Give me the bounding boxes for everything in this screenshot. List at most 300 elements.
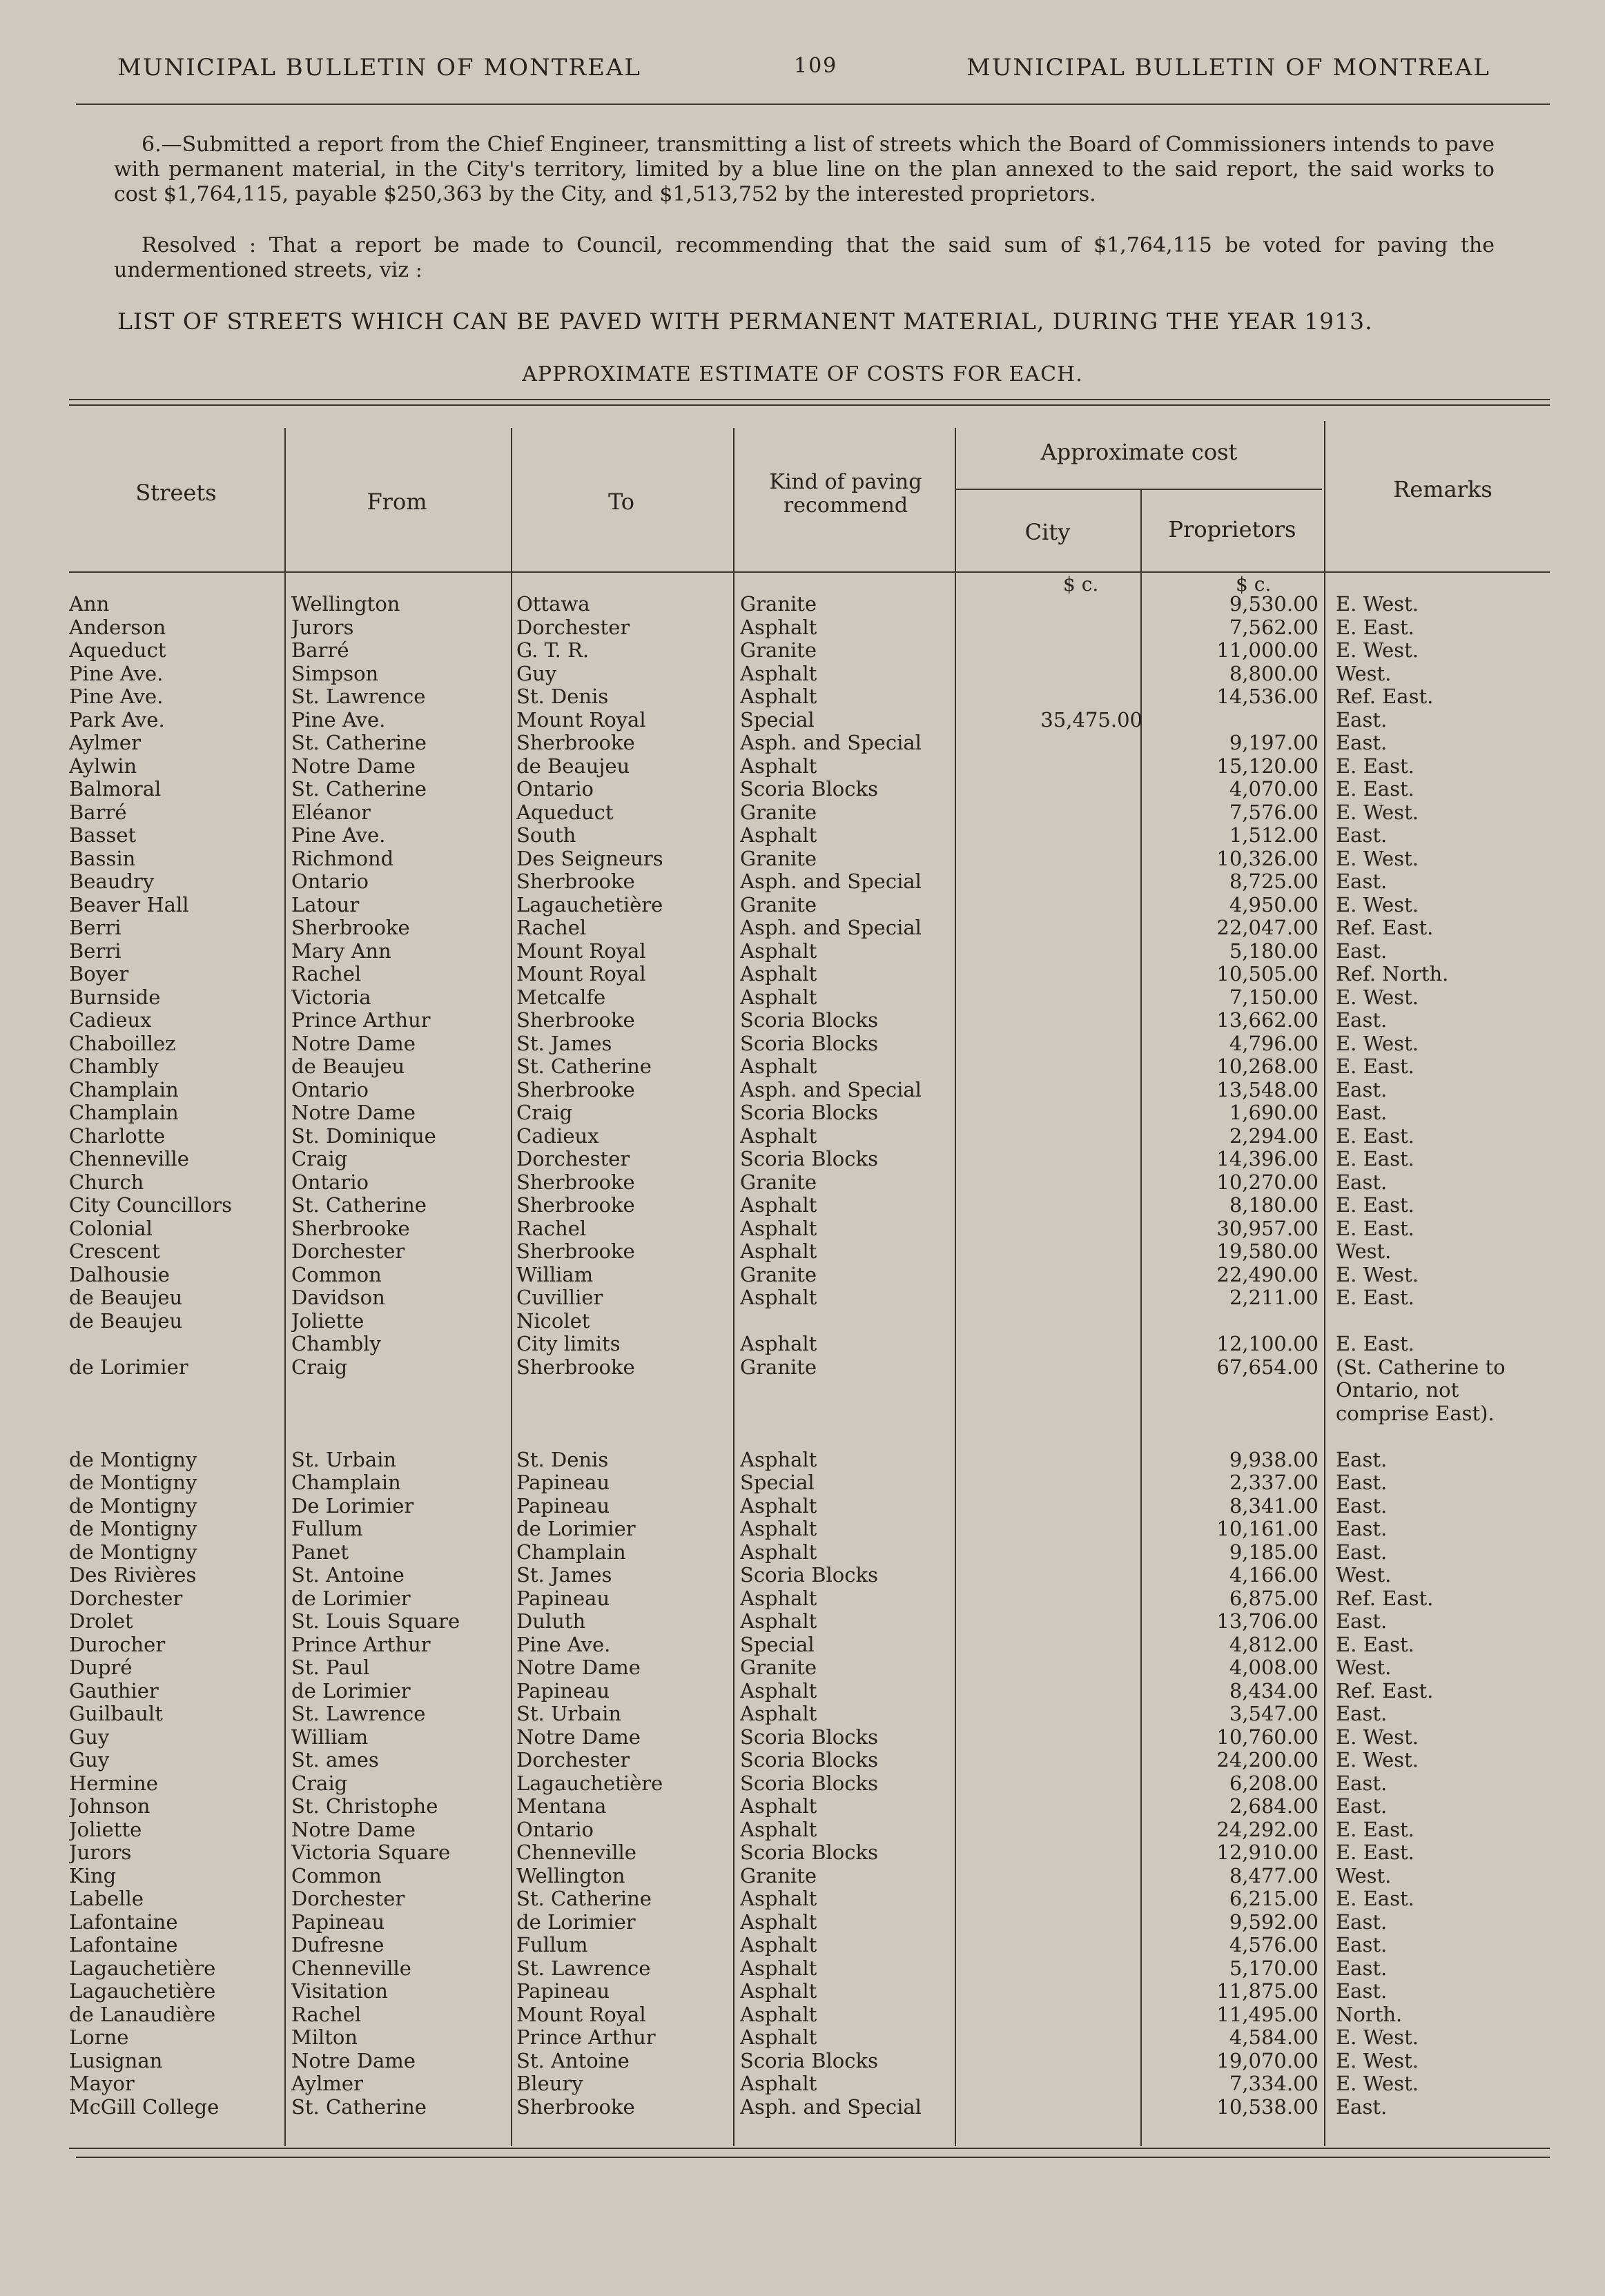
paving-kind-cell: Special xyxy=(740,1632,815,1656)
remarks-cell: East. xyxy=(1336,1517,1388,1540)
from-cell: de Lorimier xyxy=(291,1586,411,1610)
remarks-cell: E. East. xyxy=(1336,1147,1414,1170)
table-row xyxy=(0,1263,1605,1286)
proprietors-cost-cell: 10,760.00 xyxy=(1216,1725,1319,1749)
from-cell: de Beaujeu xyxy=(291,1054,405,1078)
to-cell: St. Antoine xyxy=(516,2048,630,2072)
to-cell: Duluth xyxy=(516,1609,586,1633)
table-row xyxy=(0,1378,1605,1402)
proprietors-cost-cell: 67,654.00 xyxy=(1216,1355,1319,1379)
street-cell: de Montigny xyxy=(69,1447,197,1471)
proprietors-cost-cell: 9,938.00 xyxy=(1229,1447,1319,1471)
table-top-rule xyxy=(69,399,1550,400)
street-cell: Pine Ave. xyxy=(69,685,164,708)
proprietors-cost-cell: 10,161.00 xyxy=(1216,1517,1319,1540)
table-header-bottom-rule xyxy=(69,571,1550,573)
to-cell: Sherbrooke xyxy=(516,1008,635,1032)
street-cell: Guilbault xyxy=(69,1702,163,1725)
to-cell: St. Denis xyxy=(516,1447,609,1471)
proprietors-cost-cell: 7,334.00 xyxy=(1229,2072,1319,2095)
from-cell: Eléanor xyxy=(291,800,371,824)
table-row xyxy=(0,1332,1605,1355)
from-cell: St. Dominique xyxy=(291,1124,436,1148)
from-cell: Fullum xyxy=(291,1517,363,1540)
paving-kind-cell: Scoria Blocks xyxy=(740,1563,878,1587)
from-cell: Pine Ave. xyxy=(291,707,386,732)
table-row xyxy=(0,777,1605,801)
from-cell: Craig xyxy=(291,1147,348,1170)
remarks-cell: E. West. xyxy=(1336,985,1419,1009)
paving-kind-cell: Asphalt xyxy=(740,1540,817,1564)
paving-kind-cell: Asphalt xyxy=(740,1956,817,1980)
street-cell: Cadieux xyxy=(69,1008,152,1032)
paving-kind-cell: Granite xyxy=(740,1355,817,1379)
table-row xyxy=(0,2049,1605,2072)
to-cell: South xyxy=(516,823,576,847)
to-cell: Dorchester xyxy=(516,615,630,639)
proprietors-cost-cell: 11,875.00 xyxy=(1216,1979,1319,2003)
table-top-rule-double xyxy=(69,404,1550,406)
remarks-cell: Ontario, not xyxy=(1336,1378,1459,1402)
proprietors-cost-cell: 10,326.00 xyxy=(1216,846,1319,870)
remarks-cell: East. xyxy=(1336,731,1388,754)
to-cell: Des Seigneurs xyxy=(516,846,663,870)
to-cell: Ottawa xyxy=(516,592,590,616)
remarks-cell: E. West. xyxy=(1336,592,1419,616)
proprietors-cost-cell: 8,434.00 xyxy=(1229,1678,1319,1703)
street-cell: Pine Ave. xyxy=(69,661,164,685)
paving-kind-cell: Asphalt xyxy=(740,1910,817,1934)
street-cell: Park Ave. xyxy=(69,707,165,732)
remarks-cell: E. West. xyxy=(1336,1748,1419,1772)
remarks-cell: West. xyxy=(1336,1863,1392,1887)
paving-kind-cell: Asphalt xyxy=(740,754,817,778)
proprietors-cost-cell: 24,292.00 xyxy=(1216,1817,1319,1841)
table-row xyxy=(0,1702,1605,1725)
table-row xyxy=(0,1032,1605,1055)
proprietors-cost-cell: 30,957.00 xyxy=(1216,1216,1319,1240)
proprietors-cost-cell: 19,070.00 xyxy=(1216,2048,1319,2072)
to-cell: William xyxy=(516,1262,594,1286)
proprietors-cost-cell: 4,166.00 xyxy=(1229,1563,1319,1587)
table-row xyxy=(0,1979,1605,2003)
street-cell: Des Rivières xyxy=(69,1563,197,1587)
street-cell: Colonial xyxy=(69,1216,153,1240)
to-cell: Papineau xyxy=(516,1471,610,1494)
from-cell: Ontario xyxy=(291,1077,369,1101)
from-cell: Simpson xyxy=(291,661,379,685)
paving-kind-cell: Asphalt xyxy=(740,1054,817,1078)
table-row xyxy=(0,1448,1605,1471)
to-cell: Wellington xyxy=(516,1863,625,1887)
remarks-cell: East. xyxy=(1336,1979,1388,2003)
street-cell: Lagauchetière xyxy=(69,1956,216,1980)
from-cell: Milton xyxy=(291,2025,358,2049)
table-row xyxy=(0,1887,1605,1910)
remarks-cell: E. East. xyxy=(1336,1216,1414,1240)
proprietors-cost-cell: 9,592.00 xyxy=(1229,1910,1319,1934)
header-city: City xyxy=(1024,519,1071,545)
to-cell: Notre Dame xyxy=(516,1725,641,1749)
to-cell: Aqueduct xyxy=(516,800,614,824)
street-cell: Drolet xyxy=(69,1609,133,1633)
remarks-cell: E. West. xyxy=(1336,1725,1419,1749)
street-cell: Church xyxy=(69,1170,144,1194)
to-cell: Cuvillier xyxy=(516,1286,603,1309)
from-cell: Craig xyxy=(291,1355,348,1379)
table-row xyxy=(0,1147,1605,1170)
from-cell: Sherbrooke xyxy=(291,916,410,939)
paving-kind-cell: Asphalt xyxy=(740,939,817,963)
table-row xyxy=(0,1170,1605,1194)
paving-kind-cell: Asphalt xyxy=(740,1193,817,1217)
street-cell: de Montigny xyxy=(69,1540,197,1564)
street-cell: City Councillors xyxy=(69,1193,232,1217)
from-cell: Champlain xyxy=(291,1471,401,1494)
street-cell: McGill College xyxy=(69,2094,220,2119)
proprietors-cost-cell: 12,910.00 xyxy=(1216,1841,1319,1864)
remarks-cell: East. xyxy=(1336,1170,1388,1194)
to-cell: Papineau xyxy=(516,1979,610,2003)
street-cell: Lafontaine xyxy=(69,1933,178,1956)
paving-kind-cell: Granite xyxy=(740,592,817,616)
street-cell: Dalhousie xyxy=(69,1262,170,1286)
from-cell: William xyxy=(291,1725,369,1749)
remarks-cell: North. xyxy=(1336,2002,1403,2026)
street-cell: Aylmer xyxy=(69,731,141,754)
table-row xyxy=(0,1956,1605,1980)
table-row xyxy=(0,985,1605,1009)
table-row xyxy=(0,1471,1605,1494)
street-cell: de Beaujeu xyxy=(69,1308,183,1333)
proprietors-cost-cell: 10,505.00 xyxy=(1216,962,1319,985)
street-cell: Aqueduct xyxy=(69,638,166,662)
from-cell: Panet xyxy=(291,1540,349,1564)
paving-kind-cell: Scoria Blocks xyxy=(740,1771,878,1795)
street-cell: de Montigny xyxy=(69,1471,197,1494)
remarks-cell: Ref. East. xyxy=(1336,916,1434,939)
proprietors-cost-cell: 10,268.00 xyxy=(1216,1054,1319,1078)
from-cell: Common xyxy=(291,1262,382,1286)
remarks-cell: East. xyxy=(1336,1956,1388,1980)
paving-kind-cell: Granite xyxy=(740,638,817,662)
table-row xyxy=(0,1933,1605,1956)
from-cell: Notre Dame xyxy=(291,754,416,778)
to-cell: St. Urbain xyxy=(516,1702,622,1725)
to-cell: Chenneville xyxy=(516,1841,636,1864)
remarks-cell: E. East. xyxy=(1336,1124,1414,1148)
from-cell: St. Antoine xyxy=(291,1563,405,1587)
paving-kind-cell: Asphalt xyxy=(740,962,817,985)
street-cell: Dorchester xyxy=(69,1586,183,1610)
from-cell: Ontario xyxy=(291,1170,369,1194)
remarks-cell: East. xyxy=(1336,1077,1388,1101)
remarks-cell: E. East. xyxy=(1336,1841,1414,1864)
from-cell: St. Catherine xyxy=(291,777,427,801)
remarks-cell: East. xyxy=(1336,1609,1388,1633)
from-cell: Notre Dame xyxy=(291,2048,416,2072)
remarks-cell: East. xyxy=(1336,1471,1388,1494)
unit-proprietors: $ c. xyxy=(1236,573,1272,596)
street-cell: Aylwin xyxy=(69,754,137,778)
remarks-cell: E. East. xyxy=(1336,1332,1414,1355)
to-cell: Metcalfe xyxy=(516,985,606,1009)
remarks-cell: E. West. xyxy=(1336,1031,1419,1055)
street-cell: Anderson xyxy=(69,615,166,639)
paving-kind-cell: Asphalt xyxy=(740,823,817,847)
table-row xyxy=(0,2003,1605,2026)
paving-kind-cell: Asphalt xyxy=(740,985,817,1009)
header-kind: Kind of paving recommend xyxy=(769,470,922,518)
proprietors-cost-cell: 14,396.00 xyxy=(1216,1147,1319,1170)
to-cell: Rachel xyxy=(516,916,587,939)
from-cell: Notre Dame xyxy=(291,1031,416,1055)
from-cell: Dorchester xyxy=(291,1239,405,1263)
table-row xyxy=(0,1402,1605,1425)
table-row xyxy=(0,1818,1605,1841)
remarks-cell: E. West. xyxy=(1336,1262,1419,1286)
page-number: 109 xyxy=(794,54,838,78)
proprietors-cost-cell: 1,690.00 xyxy=(1229,1101,1319,1124)
table-row xyxy=(0,1587,1605,1610)
from-cell: St. Louis Square xyxy=(291,1609,460,1633)
proprietors-cost-cell: 9,197.00 xyxy=(1229,731,1319,754)
table-row xyxy=(0,616,1605,639)
street-cell: Barré xyxy=(69,800,127,824)
table-row xyxy=(0,731,1605,754)
from-cell: Notre Dame xyxy=(291,1817,416,1841)
from-cell: St. Catherine xyxy=(291,2094,427,2119)
paving-kind-cell: Asph. and Special xyxy=(740,870,922,893)
proprietors-cost-cell: 4,008.00 xyxy=(1229,1656,1319,1679)
remarks-cell: E. East. xyxy=(1336,1632,1414,1656)
proprietors-cost-cell: 2,337.00 xyxy=(1229,1471,1319,1494)
proprietors-cost-cell: 6,875.00 xyxy=(1229,1586,1319,1610)
to-cell: de Lorimier xyxy=(516,1910,636,1934)
to-cell: Notre Dame xyxy=(516,1656,641,1679)
from-cell: Davidson xyxy=(291,1286,385,1309)
paving-kind-cell: Asph. and Special xyxy=(740,916,922,939)
to-cell: Champlain xyxy=(516,1540,626,1564)
table-row xyxy=(0,1239,1605,1263)
table-row xyxy=(0,1309,1605,1333)
to-cell: Sherbrooke xyxy=(516,2094,635,2119)
proprietors-cost-cell: 24,200.00 xyxy=(1216,1748,1319,1772)
street-cell: Joliette xyxy=(69,1817,142,1841)
paving-kind-cell: Scoria Blocks xyxy=(740,1725,878,1749)
from-cell: St. Catherine xyxy=(291,731,427,754)
table-row xyxy=(0,823,1605,847)
street-cell: Lafontaine xyxy=(69,1910,178,1934)
unit-city: $ c. xyxy=(1063,573,1099,596)
running-header-left: MUNICIPAL BULLETIN OF MONTREAL xyxy=(117,54,642,81)
from-cell: De Lorimier xyxy=(291,1493,414,1518)
from-cell: Victoria xyxy=(291,985,371,1009)
to-cell: Cadieux xyxy=(516,1124,599,1148)
paving-kind-cell: Asphalt xyxy=(740,1216,817,1240)
proprietors-cost-cell: 10,270.00 xyxy=(1216,1170,1319,1194)
from-cell: St. Paul xyxy=(291,1656,370,1679)
table-row xyxy=(0,1494,1605,1518)
proprietors-cost-cell: 2,211.00 xyxy=(1229,1286,1319,1309)
approx-cost-rule xyxy=(956,489,1322,490)
from-cell: Chenneville xyxy=(291,1956,411,1980)
table-row xyxy=(0,1193,1605,1217)
proprietors-cost-cell: 5,170.00 xyxy=(1229,1956,1319,1980)
table-row xyxy=(0,939,1605,963)
from-cell: Ontario xyxy=(291,870,369,893)
street-cell: Basset xyxy=(69,823,137,847)
proprietors-cost-cell: 8,180.00 xyxy=(1229,1193,1319,1217)
remarks-cell: E. East. xyxy=(1336,1054,1414,1078)
table-row xyxy=(0,1910,1605,1934)
paving-kind-cell: Asphalt xyxy=(740,1493,817,1518)
to-cell: de Lorimier xyxy=(516,1517,636,1540)
to-cell: Ontario xyxy=(516,1817,594,1841)
from-cell: Jurors xyxy=(291,615,354,639)
proprietors-cost-cell: 9,530.00 xyxy=(1229,592,1319,616)
to-cell: Sherbrooke xyxy=(516,870,635,893)
paving-kind-cell: Asphalt xyxy=(740,1979,817,2003)
table-row xyxy=(0,1054,1605,1078)
to-cell: St. Catherine xyxy=(516,1054,652,1078)
street-cell: Gauthier xyxy=(69,1678,159,1703)
remarks-cell: East. xyxy=(1336,1493,1388,1518)
to-cell: St. James xyxy=(516,1563,612,1587)
table-row xyxy=(0,2072,1605,2095)
remarks-cell: East. xyxy=(1336,2094,1388,2119)
table-row xyxy=(0,708,1605,732)
from-cell: Rachel xyxy=(291,962,362,985)
proprietors-cost-cell: 11,000.00 xyxy=(1216,638,1319,662)
to-cell: Lagauchetière xyxy=(516,892,663,916)
remarks-cell: E. East. xyxy=(1336,1286,1414,1309)
paving-kind-cell: Asphalt xyxy=(740,1517,817,1540)
report-paragraph: 6.—Submitted a report from the Chief Engineer, transmitting a list of streets which the Board of Commissioners intends to pave with permanent material, in the City's territory, limited by a blue line on the plan annexed to the said report, the said works to cost $1,764,115, payable $250,363 by the City, and $1,513,752 by the interested proprietors. xyxy=(114,133,1495,206)
street-cell: Balmoral xyxy=(69,777,162,801)
to-cell: St. James xyxy=(516,1031,612,1055)
proprietors-cost-cell: 4,812.00 xyxy=(1229,1632,1319,1656)
street-cell: Jurors xyxy=(69,1841,132,1864)
table-row xyxy=(0,1656,1605,1679)
street-cell: Lorne xyxy=(69,2025,129,2049)
header-approx-cost: Approximate cost xyxy=(1040,439,1238,465)
table-row xyxy=(0,1078,1605,1101)
to-cell: St. Denis xyxy=(516,685,609,708)
remarks-cell: West. xyxy=(1336,1563,1392,1587)
street-cell: de Lorimier xyxy=(69,1355,188,1379)
to-cell: Lagauchetière xyxy=(516,1771,663,1795)
street-cell: Chaboillez xyxy=(69,1031,176,1055)
to-cell: Mount Royal xyxy=(516,707,646,732)
paving-kind-cell: Granite xyxy=(740,800,817,824)
table-row xyxy=(0,801,1605,824)
proprietors-cost-cell: 8,800.00 xyxy=(1229,661,1319,685)
remarks-cell: East. xyxy=(1336,870,1388,893)
from-cell: Visitation xyxy=(291,1979,388,2003)
to-cell: Sherbrooke xyxy=(516,1170,635,1194)
street-cell: Crescent xyxy=(69,1239,160,1263)
remarks-cell: East. xyxy=(1336,823,1388,847)
header-rule xyxy=(76,104,1550,105)
paving-kind-cell: Granite xyxy=(740,1262,817,1286)
from-cell: Common xyxy=(291,1863,382,1887)
paving-kind-cell: Asph. and Special xyxy=(740,2094,922,2119)
paving-kind-cell: Scoria Blocks xyxy=(740,1147,878,1170)
from-cell: St. ames xyxy=(291,1748,379,1772)
table-row xyxy=(0,1725,1605,1749)
street-cell: Chambly xyxy=(69,1054,159,1078)
city-cost-cell: 35,475.00 xyxy=(1040,707,1142,732)
to-cell: Mount Royal xyxy=(516,962,646,985)
table-row xyxy=(0,893,1605,916)
from-cell: Latour xyxy=(291,892,360,916)
to-cell: Bleury xyxy=(516,2072,583,2095)
proprietors-cost-cell: 3,547.00 xyxy=(1229,1702,1319,1725)
table-row xyxy=(0,1124,1605,1148)
paving-kind-cell: Asphalt xyxy=(740,1794,817,1818)
street-cell: Johnson xyxy=(69,1794,150,1818)
proprietors-cost-cell: 5,180.00 xyxy=(1229,939,1319,963)
table-row xyxy=(0,1517,1605,1540)
header-remarks: Remarks xyxy=(1393,476,1492,502)
from-cell: Dorchester xyxy=(291,1887,405,1910)
table-row xyxy=(0,916,1605,939)
header-to: To xyxy=(607,489,635,515)
proprietors-cost-cell: 8,725.00 xyxy=(1229,870,1319,893)
remarks-cell: E. East. xyxy=(1336,615,1414,639)
remarks-cell: E. West. xyxy=(1336,2025,1419,2049)
remarks-cell: East. xyxy=(1336,1794,1388,1818)
from-cell: Aylmer xyxy=(291,2072,363,2095)
to-cell: Papineau xyxy=(516,1678,610,1703)
to-cell: G. T. R. xyxy=(516,638,590,662)
street-cell: Durocher xyxy=(69,1632,166,1656)
from-cell: Sherbrooke xyxy=(291,1216,410,1240)
table-row xyxy=(0,1217,1605,1240)
table-row xyxy=(0,1679,1605,1703)
street-cell: Lagauchetière xyxy=(69,1979,216,2003)
table-row xyxy=(0,1748,1605,1772)
street-cell: Hermine xyxy=(69,1771,158,1795)
remarks-cell: E. West. xyxy=(1336,892,1419,916)
remarks-cell: East. xyxy=(1336,1101,1388,1124)
table-row xyxy=(0,1008,1605,1032)
remarks-cell: E. East. xyxy=(1336,1817,1414,1841)
to-cell: Sherbrooke xyxy=(516,1355,635,1379)
proprietors-cost-cell: 2,684.00 xyxy=(1229,1794,1319,1818)
to-cell: Rachel xyxy=(516,1216,587,1240)
to-cell: Guy xyxy=(516,661,557,685)
to-cell: Papineau xyxy=(516,1586,610,1610)
to-cell: Craig xyxy=(516,1101,573,1124)
remarks-cell: E. West. xyxy=(1336,2072,1419,2095)
street-cell: Lusignan xyxy=(69,2048,163,2072)
from-cell: Victoria Square xyxy=(291,1841,451,1864)
table-row xyxy=(0,754,1605,778)
proprietors-cost-cell: 13,662.00 xyxy=(1216,1008,1319,1032)
from-cell: Dufresne xyxy=(291,1933,385,1956)
proprietors-cost-cell: 12,100.00 xyxy=(1216,1332,1319,1355)
street-cell: de Montigny xyxy=(69,1517,197,1540)
remarks-cell: East. xyxy=(1336,1771,1388,1795)
table-row xyxy=(0,1864,1605,1887)
to-cell: Dorchester xyxy=(516,1147,630,1170)
list-subtitle: APPROXIMATE ESTIMATE OF COSTS FOR EACH. xyxy=(522,362,1083,386)
proprietors-cost-cell: 7,562.00 xyxy=(1229,615,1319,639)
paving-kind-cell: Asph. and Special xyxy=(740,731,922,754)
from-cell: Pine Ave. xyxy=(291,823,386,847)
